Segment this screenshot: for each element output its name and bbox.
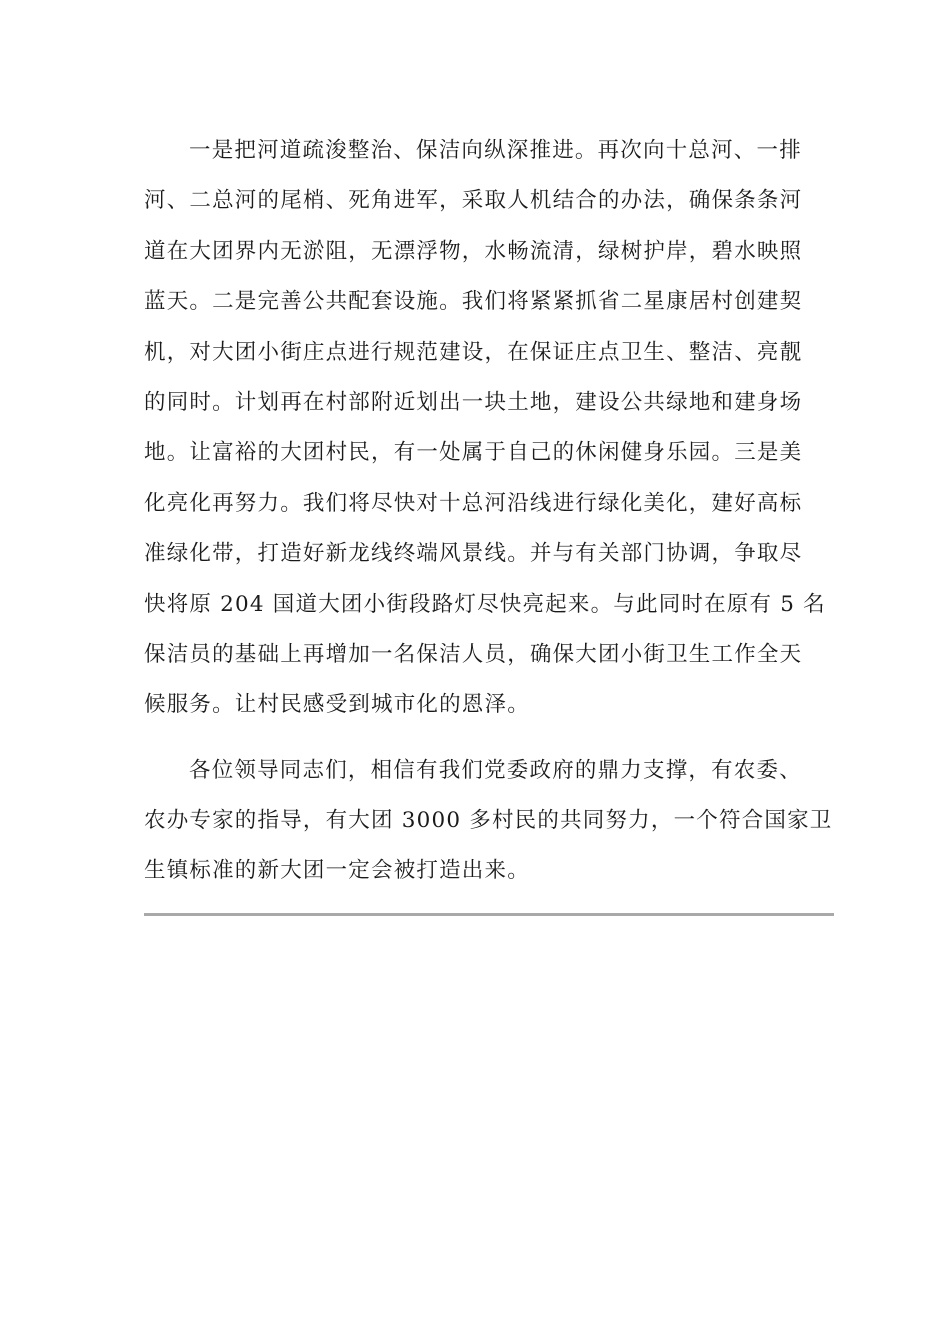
paragraph	[144, 126, 834, 731]
text-line: 的同时。计划再在村部附近划出一块土地，建设公共绿地和建身场	[144, 389, 803, 415]
text-line: 快将原 204 国道大团小街段路灯尽快亮起来。与此同时在原有 5 名	[144, 591, 826, 617]
text-line: 保洁员的基础上再增加一名保洁人员，确保大团小街卫生工作全天	[144, 641, 803, 667]
text-line: 化亮化再努力。我们将尽快对十总河沿线进行绿化美化，建好高标	[144, 490, 803, 516]
paragraph	[144, 746, 834, 897]
text-line: 各位领导同志们，相信有我们党委政府的鼎力支撑，有农委、	[189, 757, 802, 783]
text-line: 生镇标准的新大团一定会被打造出来。	[144, 858, 530, 884]
document-body	[144, 126, 834, 897]
text-line: 一是把河道疏浚整治、保洁向纵深推进。再次向十总河、一排	[189, 138, 802, 163]
text-line: 准绿化带，打造好新龙线终端风景线。并与有关部门协调，争取尽	[144, 541, 803, 567]
text-line: 农办专家的指导，有大团 3000 多村民的共同努力，一个符合国家卫	[144, 808, 833, 834]
text-line: 候服务。让村民感受到城市化的恩泽。	[144, 692, 530, 718]
text-line: 机，对大团小街庄点进行规范建设，在保证庄点卫生、整洁、亮靓	[144, 339, 803, 365]
text-line: 河、二总河的尾梢、死角进军，采取人机结合的办法，确保条条河	[144, 188, 803, 214]
text-line: 地。让富裕的大团村民，有一处属于自己的休闲健身乐园。三是美	[144, 440, 803, 466]
horizontal-divider	[144, 913, 834, 916]
text-line: 蓝天。二是完善公共配套设施。我们将紧紧抓省二星康居村创建契	[144, 289, 803, 315]
text-line: 道在大团界内无淤阻，无漂浮物，水畅流清，绿树护岸，碧水映照	[144, 238, 803, 264]
